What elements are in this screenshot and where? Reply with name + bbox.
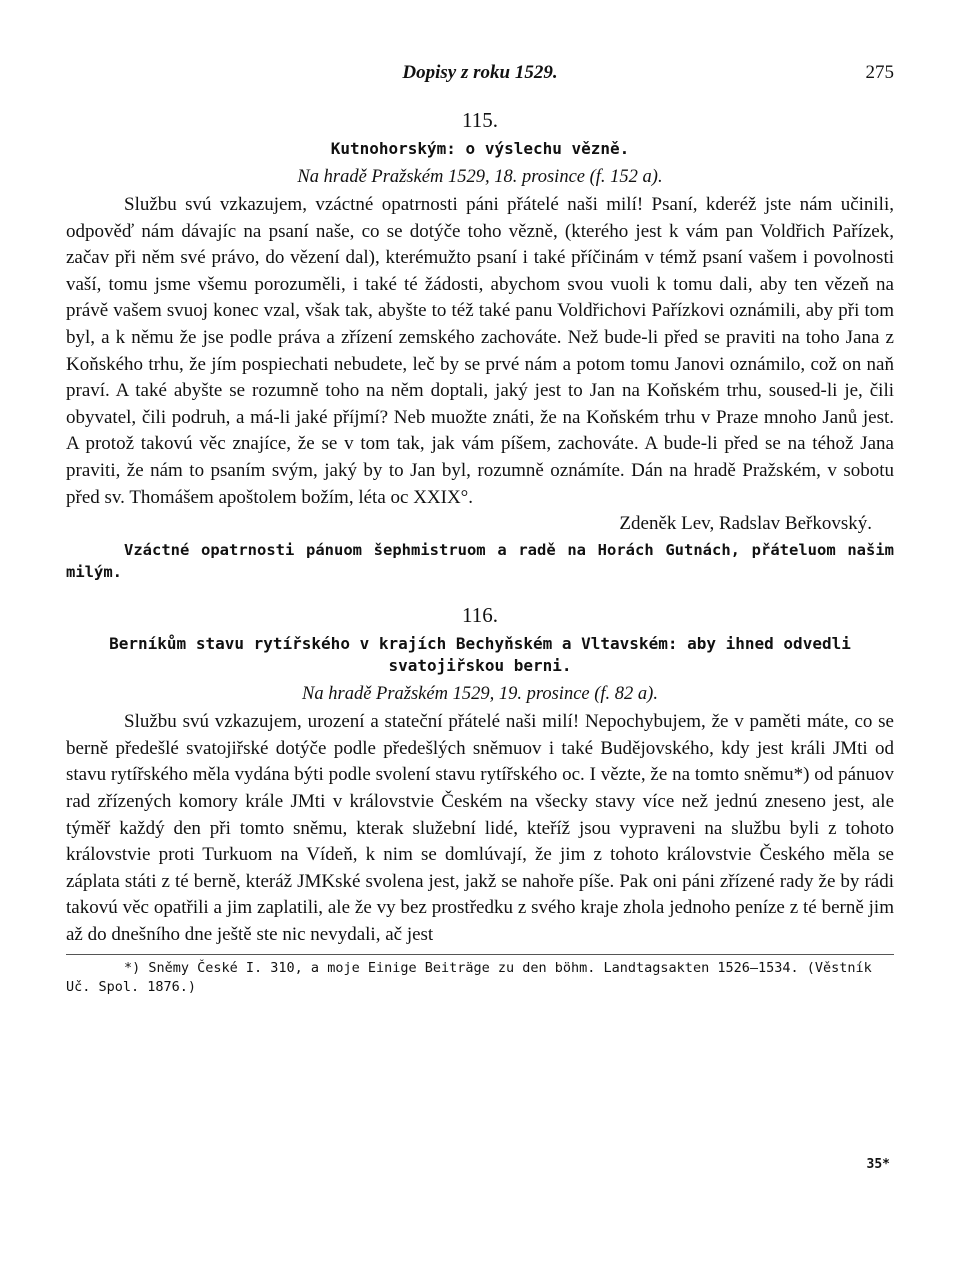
document-heading: Kutnohorským: o výslechu vězně. <box>330 139 630 158</box>
document-dateline: Na hradě Pražském 1529, 18. prosince (f. 152 a). <box>297 167 663 187</box>
document-heading: Berníkům stavu rytířského v krajích Bechyňském a Vltavském: aby ihned odvedli svatojiřskou berni. <box>109 634 851 676</box>
running-header <box>66 58 894 88</box>
document-body: Službu svú vzkazujem, urození a stateční přátelé naši milí! Nepochybujem, že v paměti máte, co se berně předešlé svatojiřské dotýče podle předešlých sněmuov i také Budějovského, kdy jest králi JMti od stavu rytířského měla vydána býti podle svolení stavu rytířského oc. I vězte, že na tomto sněmu*) od pánuov rad zřízených komory krále JMti v královstvie Českém na všecky stavy více než jednú zneseno jest, ale týměř každý den při tomto sněmu, kterak služební lidé, kteříž jsou vypraveni na službu byli z tohoto královstvie proti Turkuom na Vídeň, k nim se domlúvají, že jim z tohoto královstvie Českého měla se záplata státi z té berně, kteráž JMKské svolena jest, jakž se nahoře píše. Pak oni páni zřízené rady že by rádi takovú věc opatřili a jim zaplatili, ale že vy bez prostředku z svého kraje zhola jednoho peníze z té berně jim až do dnešního dne ještě ste nic nevydali, ač jest <box>66 711 894 945</box>
document-signature: Zdeněk Lev, Radslav Beřkovský. <box>619 513 872 535</box>
document-116 <box>66 601 894 948</box>
signature-mark: 35* <box>866 1157 890 1172</box>
document-dateline: Na hradě Pražském 1529, 19. prosince (f. 82 a). <box>302 684 658 705</box>
document-number: 115. <box>462 108 498 132</box>
document-body: Službu svú vzkazujem, vzáctné opatrnosti páni přátelé naši milí! Psaní, kderéž jste nám učinili, odpověď nám dávajíc na psaní naše, co se dotýče toho vězně, (kterého jest k vám pan Voldřich Pařízek, začav při něm své právo, do vězení dal), kterémužto psaní i také příčinám v témž psaní vašem i povolnosti vaší, tomu jsme všemu porozuměli, i také té žádosti, abychom svou vuoli k tomu dali, aby ten vězeň na právě vašem svuoj konec vzal, však tak, abyšte to též také panu Voldřichovi Pařízkovi oznámili, aby při tom byl, a k němu že jse podle práva a zřízení zemského zachováte. Než bude-li před se praviti na toho Jana z Koňského trhu, že jím pospiechati nebudete, leč by se prvé nám a potom tomu Janovi oznámilo, což on naň praví. A také abyšte se rozumně toho na něm doptali, jaký jest to Jan na Koňském trhu, soused-li je, čili obyvatel, čili podruh, a má-li jaké příjmí? Neb muožte znáti, že na Koňském trhu v Praze mnoho Janů jest. A protož takovú věc znajíce, že se v tom tak, jak vám píšem, zachováte. A bude-li před se na téhož Jana praviti, že nám to psaním svým, jaký by to Jan byl, rozumně oznámíte. Dán na hradě Pražském, v sobotu před sv. Thomášem apoštolem božím, léta oc XXIX°. <box>66 194 894 508</box>
document-address: Vzáctné opatrnosti pánuom šephmistruom a radě na Horách Gutnách, přáteluom našim milým. <box>66 541 894 582</box>
running-title: Dopisy z roku 1529. <box>402 62 558 83</box>
page-number: 275 <box>865 62 894 83</box>
document-number: 116. <box>462 603 498 628</box>
footnote: *) Sněmy České I. 310, a moje Einige Beiträge zu den böhm. Landtagsakten 1526—1534. (Věstník Uč. Spol. 1876.) <box>66 960 872 996</box>
document-115 <box>66 106 894 583</box>
document-page <box>66 58 894 997</box>
footnote-divider <box>66 954 894 955</box>
